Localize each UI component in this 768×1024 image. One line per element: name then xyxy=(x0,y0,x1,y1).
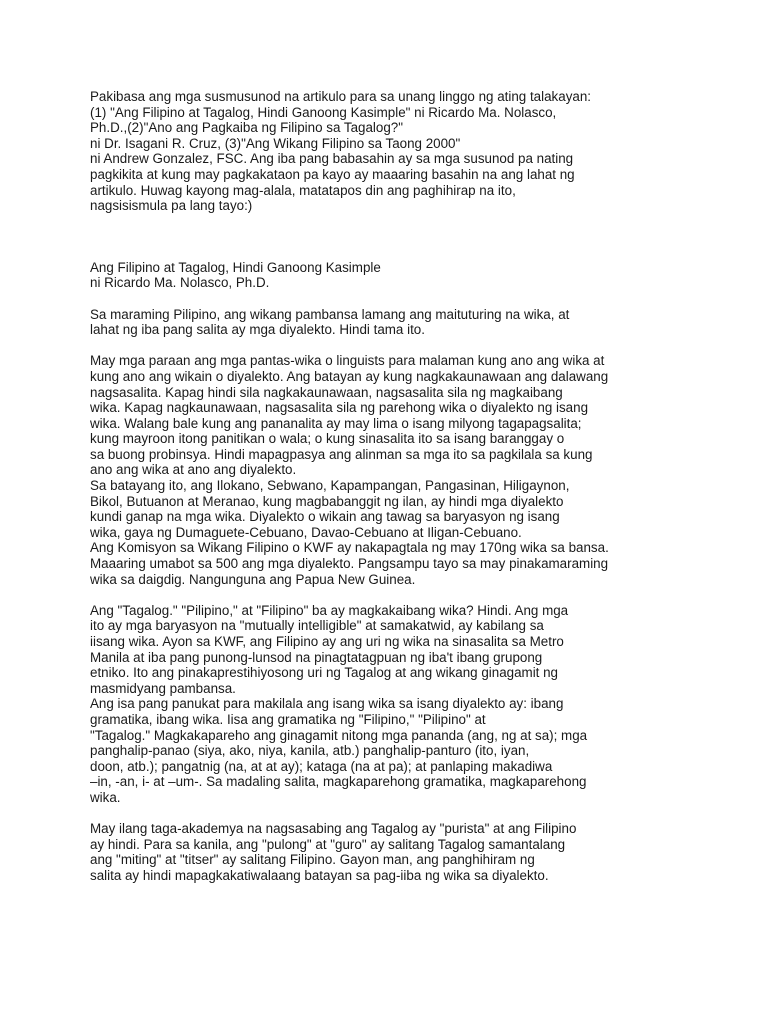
text-line: Bikol, Butuanon at Meranao, kung magbabanggit ng ilan, ay hindi mga diyalekto xyxy=(90,493,564,509)
intro-paragraph xyxy=(90,89,740,214)
text-line: Ang "Tagalog." "Pilipino," at "Filipino" ba ay magkakaibang wika? Hindi. Ang mga xyxy=(90,602,569,618)
text-line: nagsisismula pa lang tayo:) xyxy=(90,198,253,214)
text-line: wika. Walang bale kung ang pananalita ay may lima o isang milyong tagapagsalita; xyxy=(90,415,582,431)
paragraph-2 xyxy=(90,353,740,587)
spacer xyxy=(90,338,740,354)
text-line: Ph.D.,(2)"Ano ang Pagkaiba ng Filipino sa Tagalog?" xyxy=(90,120,403,136)
spacer xyxy=(90,806,740,822)
text-line: –in, -an, i- at –um-. Sa madaling salita, magkaparehong gramatika, magkaparehong xyxy=(90,774,587,790)
text-line: Pakibasa ang mga susmusunod na artikulo para sa unang linggo ng ating talakayan: xyxy=(90,89,591,104)
spacer xyxy=(90,214,740,260)
text-line: kung mayroon itong panitikan o wala; o kung sinasalita ito sa isang baranggay o xyxy=(90,431,565,447)
text-line: Maaaring umabot sa 500 ang mga diyalekto. Pangsampu tayo sa may pinakamaraming xyxy=(90,556,609,572)
text-line: sa buong probinsya. Hindi mapagpasya ang alinman sa mga ito sa pagkilala sa kung xyxy=(90,446,593,462)
text-line: Manila at iba pang punong-lunsod na pinagtatagpuan ng iba't ibang grupong xyxy=(90,649,543,665)
text-line: "Tagalog." Magkakapareho ang ginagamit nitong mga pananda (ang, ng at sa); mga xyxy=(90,727,588,743)
text-line: wika. xyxy=(90,789,121,805)
text-line: wika. Kapag nagkaunawaan, nagsasalita sila ng parehong wika o diyalekto ng isang xyxy=(90,400,589,416)
paragraph-1 xyxy=(90,307,740,338)
text-line: kundi ganap na mga wika. Diyalekto o wikain ang tawag sa baryasyon ng isang xyxy=(90,509,560,525)
article-title: Ang Filipino at Tagalog, Hindi Ganoong Kasimple xyxy=(90,259,381,275)
document-page xyxy=(90,89,740,884)
text-line: doon, atb.); pangatnig (na, at at ay); kataga (na at pa); at panlaping makadiwa xyxy=(90,758,553,774)
text-line: Sa maraming Pilipino, ang wikang pambansa lamang ang maituturing na wika, at xyxy=(90,306,570,322)
paragraph-3 xyxy=(90,603,740,806)
text-line: gramatika, ibang wika. Iisa ang gramatika ng "Filipino," "Pilipino" at xyxy=(90,711,486,727)
text-line: Sa batayang ito, ang Ilokano, Sebwano, Kapampangan, Pangasinan, Hiligaynon, xyxy=(90,478,570,494)
text-line: Ang Komisyon sa Wikang Filipino o KWF ay nakapagtala ng may 170ng wika sa bansa. xyxy=(90,540,609,556)
text-line: wika sa daigdig. Nangunguna ang Papua New Guinea. xyxy=(90,571,416,587)
text-line: masmidyang pambansa. xyxy=(90,680,236,696)
spacer xyxy=(90,291,740,307)
text-line: kung ano ang wikain o diyalekto. Ang batayan ay kung nagkakaunawaan ang dalawang xyxy=(90,368,609,384)
text-line: ni Andrew Gonzalez, FSC. Ang iba pang babasahin ay sa mga susunod pa nating xyxy=(90,151,574,167)
text-line: May mga paraan ang mga pantas-wika o linguists para malaman kung ano ang wika at xyxy=(90,353,605,369)
text-line: salita ay hindi mapagkakatiwalaang batayan sa pag-iiba ng wika sa diyalekto. xyxy=(90,867,549,883)
paragraph-4 xyxy=(90,821,740,883)
text-line: (1) "Ang Filipino at Tagalog, Hindi Ganoong Kasimple" ni Ricardo Ma. Nolasco, xyxy=(90,104,557,120)
text-line: panghalip-panao (siya, ako, niya, kanila, atb.) panghalip-panturo (ito, iyan, xyxy=(90,743,530,759)
text-line: ni Dr. Isagani R. Cruz, (3)"Ang Wikang Filipino sa Taong 2000" xyxy=(90,135,461,151)
article-header xyxy=(90,260,740,291)
article-author: ni Ricardo Ma. Nolasco, Ph.D. xyxy=(90,275,270,291)
text-line: etniko. Ito ang pinakaprestihiyosong uri ng Tagalog at ang wikang ginagamit ng xyxy=(90,665,558,681)
text-line: lahat ng iba pang salita ay mga diyalekto. Hindi tama ito. xyxy=(90,322,425,338)
text-line: May ilang taga-akademya na nagsasabing ang Tagalog ay "purista" at ang Filipino xyxy=(90,821,577,837)
text-line: pagkikita at kung may pagkakataon pa kayo ay maaaring basahin na ang lahat ng xyxy=(90,166,575,182)
text-line: nagsasalita. Kapag hindi sila nagkakaunawaan, nagsasalita sila ng magkaibang xyxy=(90,384,563,400)
text-line: ang "miting" at "titser" ay salitang Filipino. Gayon man, ang panghihiram ng xyxy=(90,852,535,868)
text-line: artikulo. Huwag kayong mag-alala, matatapos din ang paghihirap na ito, xyxy=(90,182,516,198)
text-line: Ang isa pang panukat para makilala ang isang wika sa isang diyalekto ay: ibang xyxy=(90,696,564,712)
text-line: ano ang wika at ano ang diyalekto. xyxy=(90,462,297,478)
text-line: ito ay mga baryasyon na "mutually intelligible" at samakatwid, ay kabilang sa xyxy=(90,618,544,634)
text-line: ay hindi. Para sa kanila, ang "pulong" at "guro" ay salitang Tagalog samantalang xyxy=(90,836,566,852)
text-line: wika, gaya ng Dumaguete-Cebuano, Davao-Cebuano at Iligan-Cebuano. xyxy=(90,524,522,540)
spacer xyxy=(90,587,740,603)
text-line: iisang wika. Ayon sa KWF, ang Filipino ay ang uri ng wika na sinasalita sa Metro xyxy=(90,634,564,649)
